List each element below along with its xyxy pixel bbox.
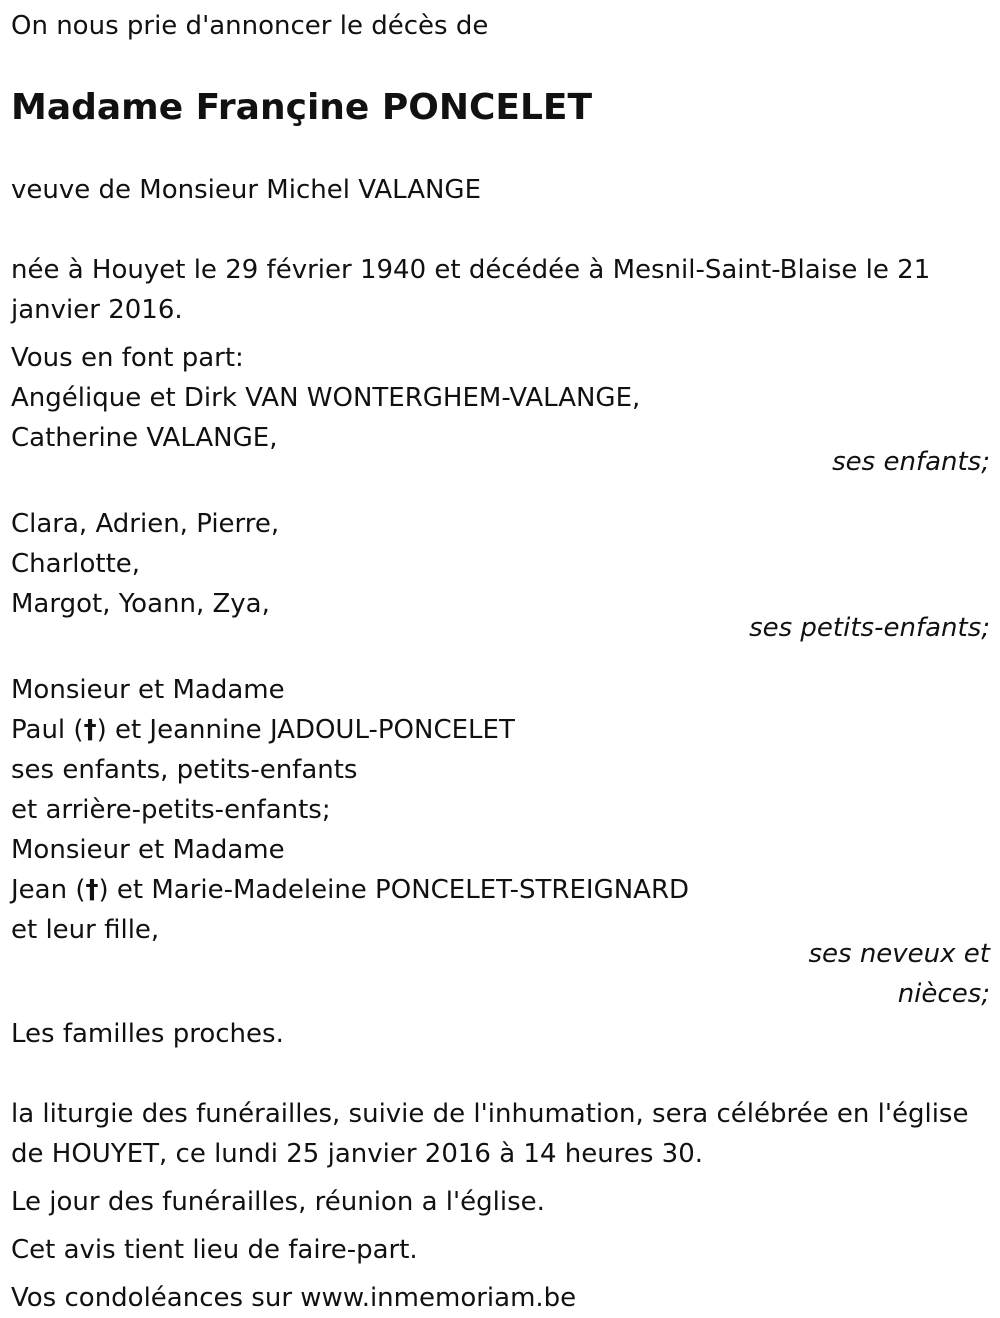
cross-icon: † (85, 875, 99, 905)
grandchild-line: Clara, Adrien, Pierre, (11, 509, 280, 539)
nephew-text: Jean ( (11, 875, 86, 905)
deceased-name: Madame Françine PONCELET (11, 87, 593, 128)
liturgy-text: la liturgie des funérailles, suivie de l'inhumation, sera célébrée en l'église de HOUYET, ce lundi 25 janvier 2016 à 14 heures 30. (11, 1099, 969, 1169)
nephew-line: et leur fille, (11, 915, 160, 945)
nephew-line: ses enfants, petits-enfants (11, 755, 358, 785)
child-line: Angélique et Dirk VAN WONTERGHEM-VALANGE, (11, 383, 641, 413)
relation-nephews: ses neveux et nièces; (808, 939, 990, 1009)
nephew-text: Paul ( (11, 715, 84, 745)
grandchild-line: Charlotte, (11, 549, 141, 579)
relation-children: ses enfants; (832, 447, 990, 477)
cross-icon: † (83, 715, 97, 745)
nephew-line (11, 870, 990, 910)
grandchildren-group (11, 504, 990, 648)
nephew-text: ) et Marie-Madeleine PONCELET-STREIGNARD (98, 875, 690, 905)
nephews-group (11, 670, 990, 1014)
nephew-text: ) et Jeannine JADOUL-PONCELET (96, 715, 515, 745)
notice-text: Cet avis tient lieu de faire-part. (11, 1235, 418, 1265)
announce-intro: Vous en font part: (11, 343, 244, 373)
nephew-line: et arrière-petits-enfants; (11, 795, 331, 825)
child-line: Catherine VALANGE, (11, 423, 278, 453)
grandchild-line: Margot, Yoann, Zya, (11, 589, 270, 619)
birth-death-dates: née à Houyet le 29 février 1940 et décédée à Mesnil-Saint-Blaise le 21 janvier 2016. (11, 255, 931, 325)
meeting-text: Le jour des funérailles, réunion a l'église. (11, 1187, 545, 1217)
nephew-line (11, 710, 990, 750)
nephew-line: Monsieur et Madame (11, 835, 285, 865)
intro-text: On nous prie d'annoncer le décès de (11, 11, 489, 41)
children-group (11, 378, 990, 482)
widow-of: veuve de Monsieur Michel VALANGE (11, 175, 482, 205)
relation-grandchildren: ses petits-enfants; (749, 613, 990, 643)
condolences-text: Vos condoléances sur www.inmemoriam.be (11, 1283, 577, 1313)
families-text: Les familles proches. (11, 1019, 284, 1049)
nephew-line: Monsieur et Madame (11, 675, 285, 705)
